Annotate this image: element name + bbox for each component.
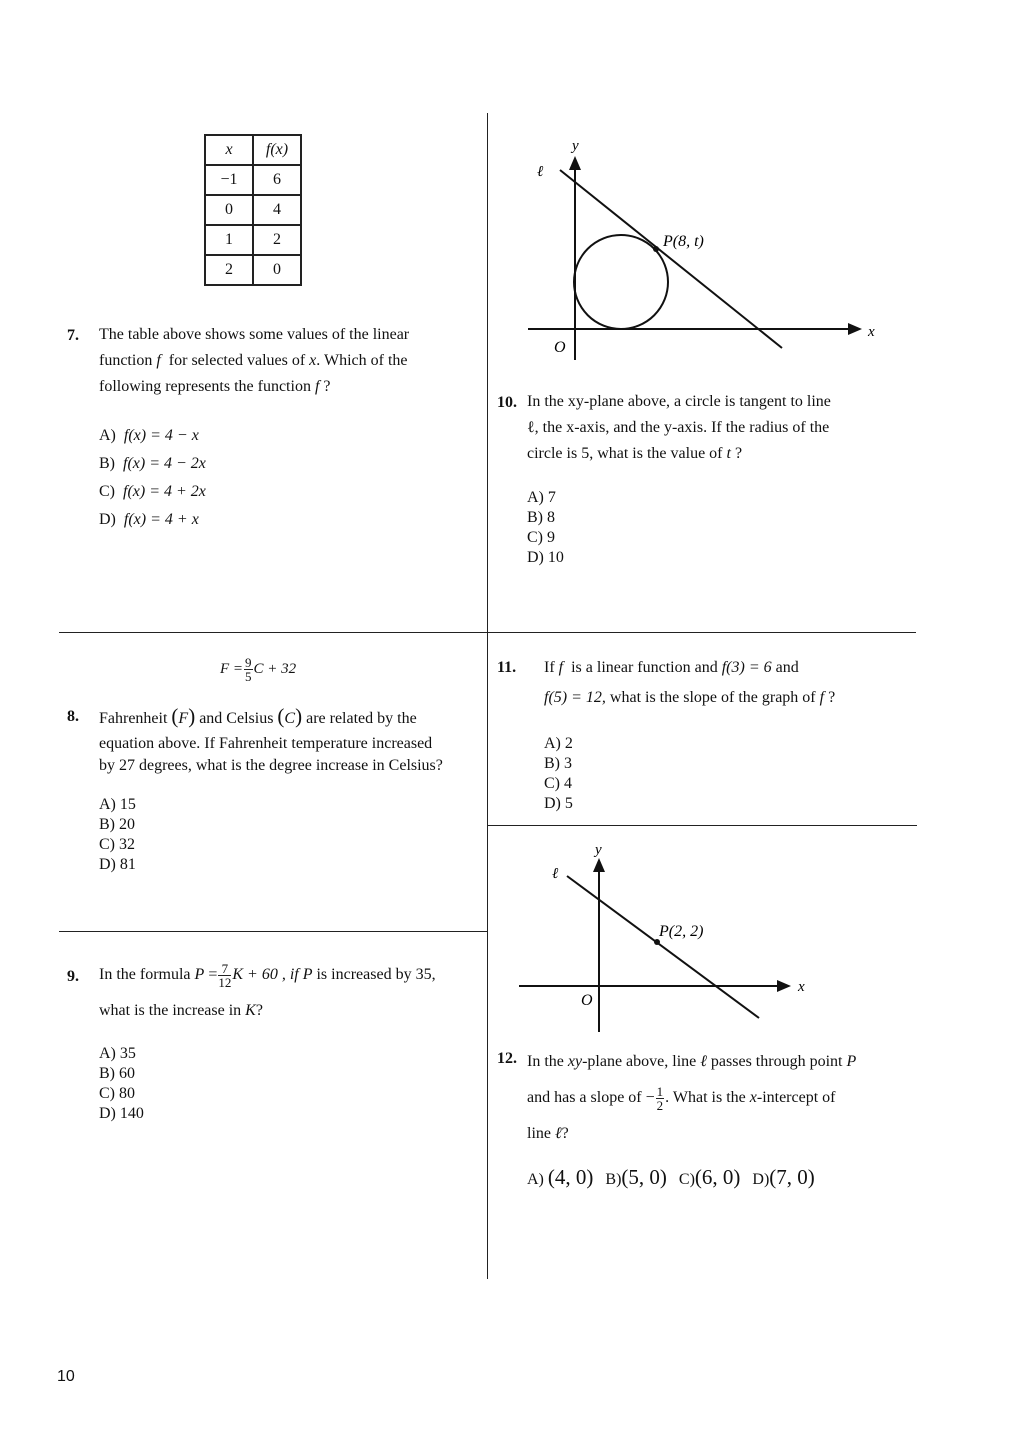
q9-fraction: $\frac{7}{12}$ [218, 960, 232, 990]
q12-text-line3: line ℓ? [527, 1125, 569, 1142]
q12-x-label: x [798, 979, 805, 995]
table-cell: 0 [253, 255, 301, 285]
table-cell: 6 [253, 165, 301, 195]
q8-choices [99, 795, 136, 875]
q7-choices [99, 422, 206, 534]
table-row [205, 165, 301, 195]
q12-y-label: y [595, 842, 602, 858]
table-cell: 0 [205, 195, 253, 225]
q7-text-line1: The table above shows some values of the linear [99, 326, 410, 343]
table-row [205, 255, 301, 285]
q12-text-line1: In the xy-plane above, line ℓ passes through point P [527, 1053, 857, 1070]
q12-line-l [567, 876, 759, 1018]
page-number: 10 [57, 1368, 75, 1385]
table-row [205, 225, 301, 255]
q8-choice-a[interactable]: A) 15 [99, 796, 136, 813]
q10-y-label: y [572, 138, 579, 154]
q12-choice-b[interactable]: B)(5, 0) [605, 1165, 667, 1189]
q9-choice-d[interactable]: D) 140 [99, 1105, 144, 1122]
q7-value-table [204, 134, 302, 286]
q7-choice-a[interactable]: A) f(x) = 4 − x [99, 427, 199, 444]
q8-choice-d[interactable]: D) 81 [99, 856, 136, 873]
q10-choice-c[interactable]: C) 9 [527, 529, 555, 546]
q12-choice-a[interactable]: A) (4, 0) [527, 1165, 594, 1189]
q12-point-label: P(2, 2) [659, 923, 704, 940]
q12-choices [527, 1165, 815, 1190]
q10-point-p [653, 246, 659, 252]
q10-graph [520, 130, 900, 370]
q8-number: 8. [67, 708, 79, 725]
q11-choice-a[interactable]: A) 2 [544, 735, 573, 752]
q8-choice-b[interactable]: B) 20 [99, 816, 135, 833]
q10-x-label: x [868, 324, 875, 340]
q10-choice-d[interactable]: D) 10 [527, 549, 564, 566]
right-divider [487, 825, 917, 826]
q9-text-line2: what is the increase in K? [99, 1002, 263, 1019]
center-divider [487, 113, 488, 1279]
q12-x-axis-arrow [777, 980, 791, 992]
left-divider-1 [59, 632, 916, 633]
q9-number: 9. [67, 968, 79, 985]
q7-text-line3: following represents the function f ? [99, 378, 331, 395]
q10-line-label: ℓ [537, 164, 544, 180]
table-cell: −1 [205, 165, 253, 195]
q10-choice-a[interactable]: A) 7 [527, 489, 556, 506]
q11-choice-b[interactable]: B) 3 [544, 755, 572, 772]
q10-origin-label: O [554, 339, 566, 356]
q8-text-line3: by 27 degrees, what is the degree increase in Celsius? [99, 757, 443, 774]
table-row [205, 135, 301, 165]
q12-fraction: $\frac{1}{2}$ [656, 1083, 664, 1113]
q10-point-label: P(8, t) [663, 233, 704, 250]
q7-text-line2: function f for selected values of x. Which of the [99, 352, 408, 369]
q12-y-axis-arrow [593, 858, 605, 872]
q7-choice-c[interactable]: C) f(x) = 4 + 2x [99, 483, 206, 500]
table-cell: 2 [253, 225, 301, 255]
left-divider-2 [59, 931, 488, 932]
q10-text-line3: circle is 5, what is the value of t ? [527, 445, 743, 462]
table-header-x: x [205, 135, 253, 165]
table-row [205, 195, 301, 225]
q9-choice-a[interactable]: A) 35 [99, 1045, 136, 1062]
q8-text-line2: equation above. If Fahrenheit temperature increased [99, 735, 433, 752]
q11-text-line1: If f is a linear function and f(3) = 6 and [544, 659, 799, 676]
q7-number: 7. [67, 327, 79, 344]
q12-choice-d[interactable]: D)(7, 0) [752, 1165, 815, 1189]
table-cell: 4 [253, 195, 301, 225]
q11-choice-c[interactable]: C) 4 [544, 775, 572, 792]
q12-number: 12. [497, 1050, 517, 1067]
q10-line-l [560, 170, 782, 348]
q12-graph [515, 838, 815, 1038]
q12-origin-label: O [581, 992, 593, 1009]
table-cell: 1 [205, 225, 253, 255]
q9-question-text [99, 957, 484, 1029]
q10-question-text [527, 389, 907, 467]
q8-text-line1: Fahrenheit (F) and Celsius (C) are related by the [99, 704, 417, 728]
q12-line-label: ℓ [552, 866, 559, 882]
q7-choice-d[interactable]: D) f(x) = 4 + x [99, 511, 199, 528]
q10-choice-b[interactable]: B) 8 [527, 509, 555, 526]
q7-question-text [99, 322, 479, 400]
q10-choices [527, 488, 564, 568]
q12-text-line2: and has a slope of − $\frac{1}{2}$ . What is the x-intercept of [527, 1083, 836, 1113]
q8-formula: F = $\frac{9}{5}$ C + 32 [220, 655, 297, 684]
table-header-fx: f(x) [253, 135, 301, 165]
q10-x-axis-arrow [848, 323, 862, 335]
q9-text-line1: In the formula P = $\frac{7}{12}$ K + 60 , if P is increased by 35, [99, 960, 436, 990]
q11-text-line2: f(5) = 12, what is the slope of the graph of f ? [544, 689, 836, 706]
q10-y-axis-arrow [569, 156, 581, 170]
q10-text-line2: ℓ, the x-axis, and the y-axis. If the radius of the [527, 419, 830, 436]
q12-choice-c[interactable]: C)(6, 0) [678, 1165, 741, 1189]
q12-question-text [527, 1044, 907, 1152]
q11-choices [544, 734, 573, 814]
q9-choice-b[interactable]: B) 60 [99, 1065, 135, 1082]
q11-number: 11. [497, 659, 517, 676]
q9-choices [99, 1044, 144, 1124]
q8-fraction: $\frac{9}{5}$ [245, 655, 252, 684]
q11-choice-d[interactable]: D) 5 [544, 795, 573, 812]
q7-choice-b[interactable]: B) f(x) = 4 − 2x [99, 455, 206, 472]
q8-question-text [99, 702, 484, 777]
q10-text-line1: In the xy-plane above, a circle is tangent to line [527, 393, 831, 410]
q8-choice-c[interactable]: C) 32 [99, 836, 135, 853]
q10-number: 10. [497, 394, 517, 411]
table-cell: 2 [205, 255, 253, 285]
q9-choice-c[interactable]: C) 80 [99, 1085, 135, 1102]
q11-question-text [544, 653, 909, 713]
